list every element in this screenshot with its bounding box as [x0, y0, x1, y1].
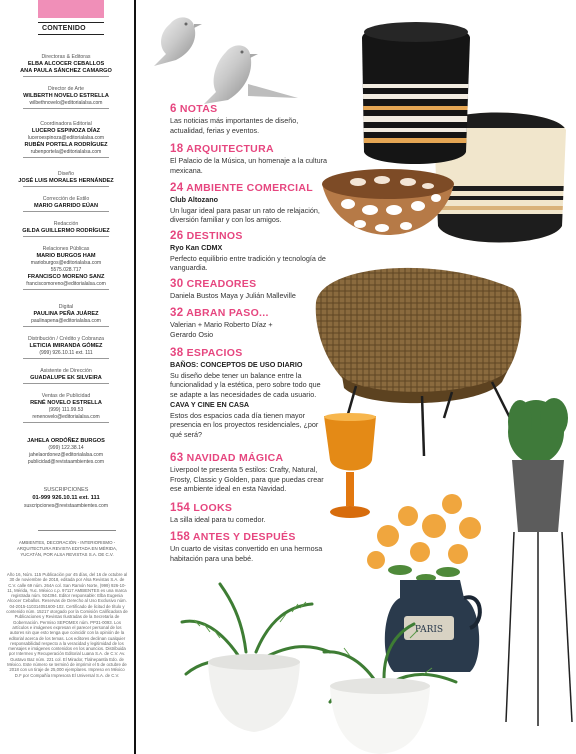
contents-entry[interactable] [170, 103, 330, 135]
staff-email: marioburgos@editorialalsa.com [30, 260, 102, 266]
entry-title: ESPACIOS [186, 347, 243, 359]
plant-stand-image [500, 392, 576, 732]
staff-phone: (999) 926.10.11 ext. 111 [39, 350, 93, 356]
staff-role: Directoras & Editoras [41, 54, 91, 60]
staff-writing [2, 221, 130, 237]
entry-heading [170, 230, 330, 242]
masthead-column [0, 0, 132, 754]
subscriptions-label: SUSCRIPCIONES [43, 487, 89, 493]
staff-phone: (999) 122.38.14 [48, 445, 84, 451]
staff-editors [2, 54, 130, 77]
divider-line [23, 76, 109, 77]
page-number: 154 [170, 502, 191, 514]
staff-email: paulinapena@editorialalsa.com [31, 318, 101, 324]
staff-role: Corrección de Estilo [42, 196, 90, 202]
staff-email: rubenportela@editorialalsa.com [30, 149, 102, 155]
fern-planters-image [180, 578, 460, 754]
staff-copy-editing [2, 196, 130, 212]
staff-art-director [2, 86, 130, 109]
divider-line [38, 530, 116, 531]
staff-phone: 5575.028.717 [50, 267, 82, 273]
page-number: 24 [170, 182, 184, 194]
staff-name: WILBERTH NOVELO ESTRELLA [23, 93, 109, 99]
entry-title: LOOKS [193, 502, 233, 514]
entry-heading [170, 452, 330, 464]
divider-line [23, 211, 109, 212]
page-number: 38 [170, 347, 184, 359]
staff-email: luceroespinoza@editorialalsa.com [27, 135, 105, 141]
entry-title: DESTINOS [186, 230, 243, 242]
staff-name: FRANCISCO MORENO SANZ [27, 274, 105, 280]
entry-heading [170, 347, 330, 359]
entry-subtitle: CAVA Y CINE EN CASA [170, 400, 250, 410]
divider-line [23, 326, 109, 327]
contents-entry[interactable] [170, 230, 330, 273]
entry-description: Liverpool te presenta 5 estilos: Crafty, Natural, Frosty, Classic y Golden, para que puedas crear ese ambiente ideal en esta Navidad. [170, 465, 324, 494]
legal-text: Año 16, Núm. 115 Publicación por 45 días, del 16 de octubre al 30 de noviembre de 2018, editada por Alsa Revistas S.A. de C.V. calle 69 núm. 264A col. San Ramón Norte, (999) 926-10-11, Mérida, Yuc. México c.p. 97117 AMBIENTES es una marca registrada núm. 924394. Editor responsable: Elba Eugenia Alcocer Ceballos. Reservas de Derecho al Uso Exclusivo núm. 04-2015-110314051600-102. Certificado de licitud de título y contenido núm. 15217 otorgado por la Comisión Calificadora de Publicaciones y Revistas Ilustradas de la Secretaría de Gobernación. Permiso SEPOMEX núm. PP31-0093. Los artículos e imágenes expresan el parecer personal de los autores sin que esto tenga que coincidir con la opinión de la editorial acerca de los temas. Los editores declinan cualquier responsabilidad respecto a la veracidad y legitimidad de los mensajes e imágenes contenidos en los anuncios. Distribuida por Intermex y Recuperación Editorial Luana S.A. de C.V. Av. Gustavo Baz núm. 221 col. El Mirador, Tlalnepantla Edo. de México. Este número se terminó de imprimir el 5 de octubre de 2018 con un tiraje de 25,000 ejemplares. Impreso en México D.F por Compañía Impresora El Universal S.A. de C.V. [6, 572, 128, 678]
jug-label: PARIS [414, 625, 444, 635]
entry-subtitle: Ryo Kan CDMX [170, 243, 223, 252]
entry-heading [170, 307, 330, 319]
entry-description: Perfecto equilibrio entre tradición y tecnología de vanguardia. [170, 253, 326, 273]
copper-bowl-image [318, 164, 458, 250]
entry-description: Un lugar ideal para pasar un rato de relajación, diversión familiar y con los amigos. [170, 205, 320, 225]
subscriptions-block [2, 486, 130, 510]
contents-entry[interactable] [170, 347, 330, 440]
staff-assistant [2, 368, 130, 384]
staff-email: franciscomoreno@editorialalsa.com [26, 281, 106, 287]
divider-line [23, 289, 109, 290]
staff-email: wilbethnovelo@editorialalsa.com [29, 100, 103, 106]
staff-name: MARIO GARRIDO EÚAN [33, 203, 99, 209]
entry-title: ABRAN PASO... [186, 307, 269, 319]
staff-name: PAULINA PEÑA JUÁREZ [33, 311, 99, 317]
staff-role: Redacción [53, 221, 79, 227]
staff-public-relations [2, 246, 130, 290]
staff-role: Relaciones Públicas [42, 246, 90, 252]
staff-name: JOSÉ LUIS MORALES HERNÁNDEZ [18, 178, 114, 184]
entry-heading [170, 278, 330, 290]
publication-info: AMBIENTES, DECORACIÓN - INTERIORISMO - ARQUITECTURA REVISTA EDITADA EN MÉRIDA, YUCATÁN, POR ALSA REVISTAS S.A. DE C.V. [16, 540, 118, 557]
staff-role: Digital [58, 304, 74, 310]
contents-entry[interactable] [170, 278, 330, 301]
entry-heading [170, 531, 330, 543]
staff-name: MARIO BURGOS HAM [36, 253, 96, 259]
entry-heading [170, 182, 330, 194]
column-divider [134, 0, 136, 754]
staff-role: Asistente de Dirección [40, 368, 92, 374]
staff-design [2, 171, 130, 187]
staff-role: Director de Arte [47, 86, 85, 92]
staff-name: ANA PAULA SÁNCHEZ CAMARGO [20, 68, 112, 74]
entry-title: NAVIDAD MÁGICA [186, 452, 284, 464]
staff-email: renenovelo@editorialalsa.com [32, 414, 100, 420]
staff-email: publicidad@revistaambientes.com [27, 459, 105, 465]
staff-email: jahelaordonez@editorialalsa.com [28, 452, 103, 458]
entry-title: AMBIENTE COMERCIAL [186, 182, 313, 194]
entry-title: ANTES Y DESPUÉS [192, 531, 296, 543]
entry-title: CREADORES [186, 278, 257, 290]
contents-entry[interactable] [170, 143, 330, 175]
entry-heading [170, 143, 330, 155]
entry-title: ARQUITECTURA [186, 143, 274, 155]
page-number: 32 [170, 307, 184, 319]
staff-role: Distribución / Crédito y Cobranza [27, 336, 105, 342]
contents-entry[interactable] [170, 531, 330, 563]
entry-description: Estos dos espacios cada día tienen mayor presencia en los proyectos residenciales, ¿por qué será? [170, 410, 319, 439]
divider-line [23, 157, 109, 158]
staff-name: RUBÉN PORTELA RODRÍGUEZ [24, 142, 108, 148]
staff-ad-sales-2 [2, 438, 130, 466]
page-number: 18 [170, 143, 184, 155]
entry-description: El Palacio de la Música, un homenaje a la cultura mexicana. [170, 156, 328, 175]
divider-line [23, 422, 109, 423]
contents-entry[interactable] [170, 502, 330, 525]
staff-name: RENÉ NOVELO ESTRELLA [30, 400, 102, 406]
page-number: 158 [170, 531, 191, 543]
staff-name: LUCERO ESPINOZA DÍAZ [31, 128, 101, 134]
entry-description: La silla ideal para tu comedor. [170, 515, 266, 524]
staff-digital [2, 304, 130, 327]
staff-distribution [2, 336, 130, 359]
entry-subtitle: Club Altozano [170, 195, 219, 204]
entry-description: Valerian + Mario Roberto Díaz + Gerardo Osio [170, 320, 273, 339]
contents-entry[interactable] [170, 452, 330, 494]
entry-heading [170, 502, 330, 514]
staff-role: Ventas de Publicidad [41, 393, 91, 399]
page-number: 6 [170, 103, 177, 115]
entry-subtitle: BAÑOS: CONCEPTOS DE USO DIARIO [170, 360, 303, 369]
page-number: 30 [170, 278, 184, 290]
section-color-tab [38, 0, 104, 18]
subscriptions-phone: 01-999 926.10.11 ext. 111 [32, 495, 100, 501]
staff-ad-sales [2, 393, 130, 423]
entry-description: Un cuarto de visitas convertido en una hermosa habitación para una bebé. [170, 544, 323, 563]
staff-name: GUADALUPE EK SILVEIRA [30, 375, 102, 381]
staff-role: Coordinadora Editorial [40, 121, 92, 127]
page-number: 63 [170, 452, 184, 464]
entry-heading [170, 103, 330, 115]
section-tag: CONTENIDO [38, 22, 104, 35]
entry-description: Daniela Bustos Maya y Julián Malleville [170, 291, 296, 300]
subscriptions-email: suscripciones@revistaambientes.com [24, 503, 108, 509]
divider-line [23, 236, 109, 237]
divider-line [23, 108, 109, 109]
divider-line [23, 383, 109, 384]
staff-role: Diseño [57, 171, 75, 177]
staff-editorial-coordinator [2, 121, 130, 158]
contents-entry[interactable] [170, 182, 330, 225]
ceramic-birds-image [148, 12, 298, 112]
entry-description: Las noticias más importantes de diseño, actualidad, ferias y eventos. [170, 116, 299, 135]
staff-phone: (999) 111.99.53 [48, 407, 84, 413]
staff-name: GILDA GUILLERMO RODRÍGUEZ [22, 228, 110, 234]
entry-description: Su diseño debe tener un balance entre la funcionalidad y la estética, pero sobre todo que se adapte a las necesidades de cada usuario. [170, 370, 321, 399]
staff-name: JAHELA ORDÓÑEZ BURGOS [27, 438, 105, 444]
entry-title: NOTAS [179, 103, 218, 115]
contents-entry[interactable] [170, 307, 330, 339]
divider-line [23, 186, 109, 187]
divider-line [23, 358, 109, 359]
staff-name: ELBA ALCOCER CEBALLOS [27, 61, 105, 67]
page-number: 26 [170, 230, 184, 242]
staff-name: LETICIA IMIRANDA GÓMEZ [29, 343, 103, 349]
